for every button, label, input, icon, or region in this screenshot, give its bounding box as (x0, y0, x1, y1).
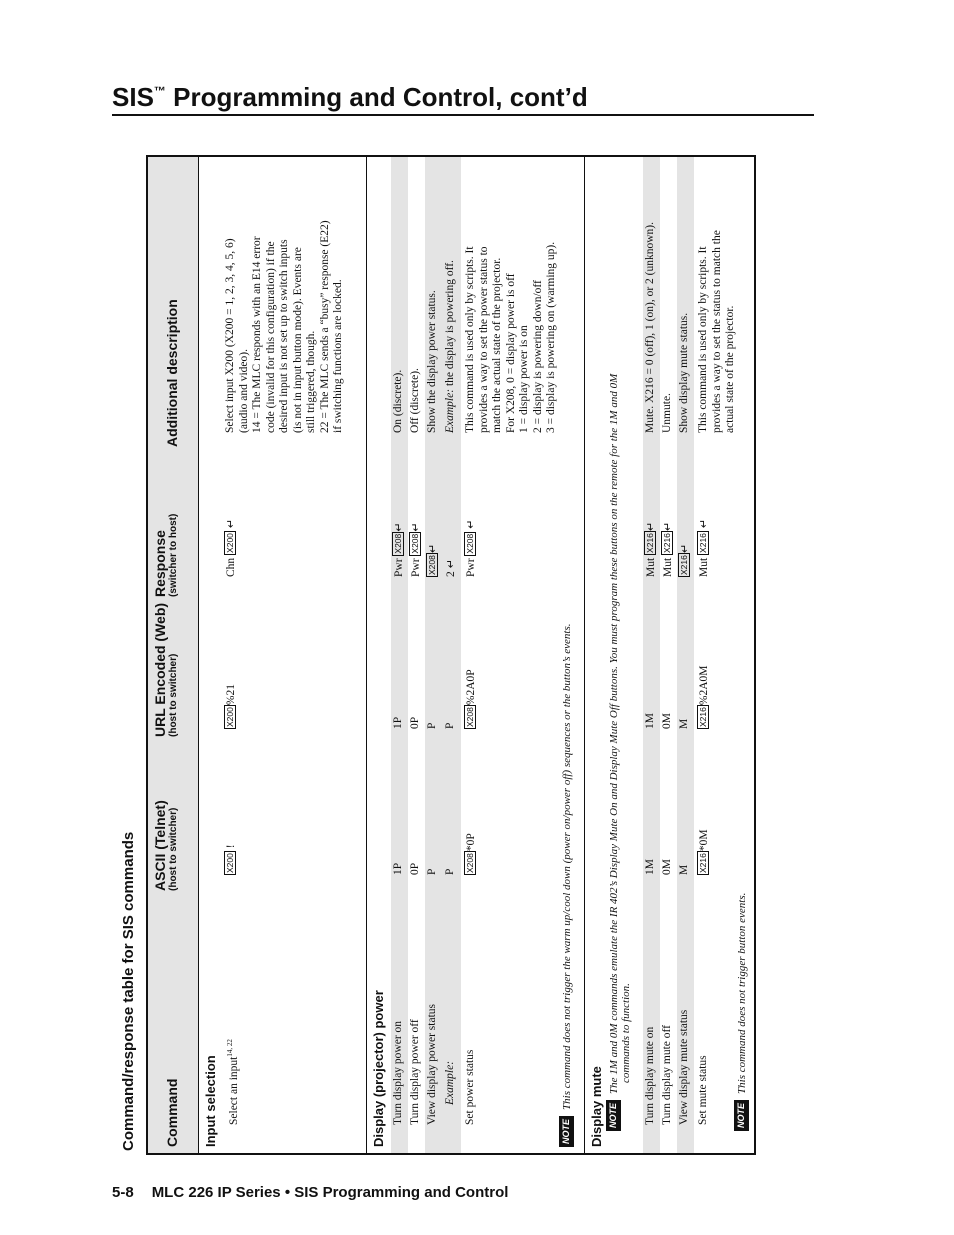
table-row: Turn display power on 1P 1P Pwr X208↵ On (discrete). (391, 157, 408, 1153)
table-row: Turn display mute on 1M 1M Mut X216↵ Mute. X216 = 0 (off), 1 (on), or 2 (unknown). (643, 157, 660, 1153)
url-cell: X200%21 (225, 684, 237, 727)
section-input-selection (199, 157, 367, 1153)
note: NOTEThis command does not trigger the warm up/cool down (power on/power off) sequences or the button’s events. (559, 623, 574, 1147)
table-header (148, 157, 199, 1153)
note-badge: NOTE (606, 1100, 621, 1131)
command-cell: Select an input$^{14, 22}$ (226, 1039, 240, 1125)
table-caption: Command/response table for SIS commands (120, 831, 137, 1151)
section-display-power (367, 157, 585, 1153)
header-command: Command (164, 1078, 180, 1147)
table-row (223, 157, 363, 1153)
table-row: Turn display mute off 0M 0M Mut X216↵ Unmute. (661, 393, 674, 1125)
table-row: View display power status P P X208↵ Show the display power status. Example: P P 2 ↵ Example: the display is powering off. (425, 157, 461, 1153)
section-title: Display (projector) power (371, 990, 386, 1147)
rotated-table-area (112, 155, 752, 1155)
note: NOTEThis command does not trigger button events. (734, 893, 749, 1131)
table-row: Set mute status X216*0M X216%2A0M Mut X216 ↵ This command is used only by scripts. It provides a way to set the status to match the actual state of the projector. (697, 230, 736, 1125)
page-number: 5-8 (112, 1184, 134, 1201)
header-ascii: ASCII (Telnet) (host to switcher) (152, 800, 179, 891)
header-description: Additional description (164, 299, 180, 447)
title-rule (112, 114, 814, 116)
footer-text: MLC 226 IP Series • SIS Programming and Control (151, 1184, 509, 1201)
header-url: URL Encoded (Web) (host to switcher) (152, 602, 179, 737)
table-row: View display mute status M M X216↵ Show display mute status. (677, 157, 694, 1153)
section-title: Input selection (203, 1055, 218, 1147)
table-row: Set power status X208*0P X208%2A0P Pwr X208 ↵ This command is used only by scripts. It provides a way to set the power status to match the actual state of the projector. For X208, 0 = display power is off 1 = display power is on 2 = display is powering down/off 3 = display is powering on (warming up). (464, 241, 557, 1125)
section-display-mute: Display mute NOTEThe 1M and 0M commands emulate the IR 402’s Display Mute On and Display Mute Off buttons. You must program these buttons on the remote for the 1M and 0M commands to function. Turn display mute on 1M 1M Mut X216↵ Mute. X216 = 0 (off), 1 (on), or 2 (unknown). Turn display mute off 0M 0M Mut X216↵ Unmute. View display mute status M M X216↵ Show display mute status. Set mute status X216*0M X216%2A0M Mut X216 ↵ This command is used only by scripts. It provides a way to set the status to match the actual state of the projector. NOTEThis command does not trigger button events. (585, 157, 756, 1153)
response-cell: Chn X200 ↵ (224, 519, 237, 577)
command-response-table (146, 155, 756, 1155)
table-row: Turn display power off 0P 0P Pwr X208↵ Off (discrete). (409, 368, 422, 1125)
page-footer (112, 1184, 508, 1201)
section-title: Display mute (589, 1066, 604, 1147)
header-response: Response (switcher to host) (152, 513, 179, 597)
ascii-cell: X200 ! (225, 844, 237, 873)
page-title: SIS™ Programming and Control, cont’d (112, 82, 588, 112)
note-badge: NOTE (559, 1116, 574, 1147)
description-cell: Select input X200 (X200 = 1, 2, 3, 4, 5, 6) (audio and video). 14 = The MLC responds with an E14 error code (invalid for this configuration) if the desired input is not set up to switch inputs (is not in input button mode). Events are still triggered, though. 22 = The MLC sends a “busy” response (E22) if switching functions are locked. (224, 220, 344, 433)
note-badge: NOTE (734, 1100, 749, 1131)
note: NOTEThe 1M and 0M commands emulate the IR 402’s Display Mute On and Display Mute Off buttons. You must program these buttons on the remote for the 1M and 0M (606, 374, 621, 1131)
